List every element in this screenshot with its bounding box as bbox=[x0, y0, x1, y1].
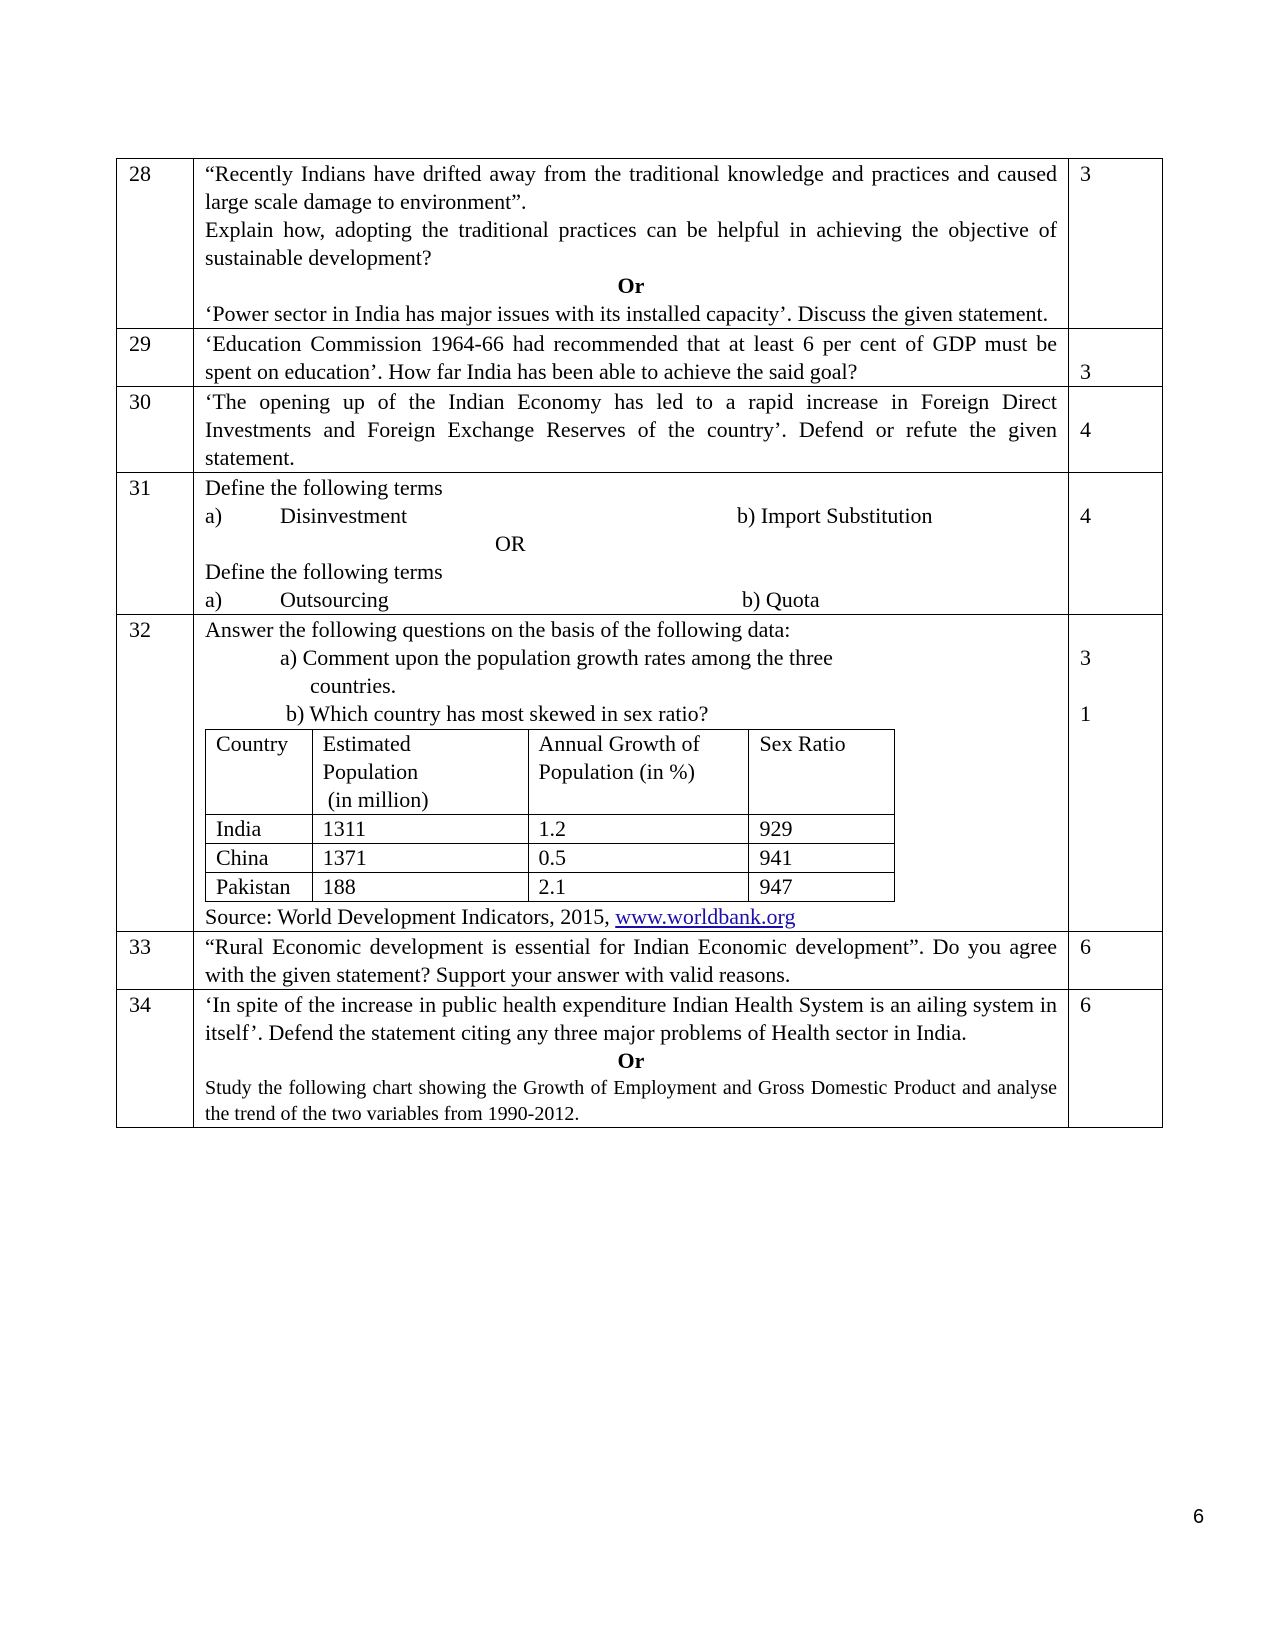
data-source bbox=[205, 903, 1057, 931]
term-row bbox=[205, 502, 1057, 530]
or-separator: OR bbox=[495, 531, 526, 556]
source-link[interactable]: www.worldbank.org bbox=[615, 904, 796, 929]
term-a: Outsourcing bbox=[280, 587, 389, 612]
header-sex-ratio: Sex Ratio bbox=[749, 730, 895, 815]
question-number: 30 bbox=[117, 387, 194, 473]
question-body bbox=[194, 990, 1069, 1128]
question-body bbox=[194, 329, 1069, 387]
marks-b: 1 bbox=[1080, 701, 1091, 726]
data-table-row bbox=[206, 815, 895, 844]
term-label: a) bbox=[205, 503, 223, 528]
cell-population: 1311 bbox=[312, 815, 528, 844]
question-marks: 6 bbox=[1069, 932, 1163, 990]
question-text: ‘The opening up of the Indian Economy has led to a rapid increase in Foreign Direct Investments and Foreign Exchange Reserves of the country’. Defend or refute the given statement. bbox=[205, 389, 1057, 470]
term-label: a) bbox=[205, 587, 223, 612]
or-separator: Or bbox=[617, 1048, 645, 1073]
question-marks: 3 bbox=[1069, 159, 1163, 329]
term-b: b) Quota bbox=[742, 587, 820, 612]
question-intro: Answer the following questions on the basis of the following data: bbox=[205, 617, 791, 642]
cell-country: China bbox=[206, 844, 313, 873]
cell-country: India bbox=[206, 815, 313, 844]
question-number: 34 bbox=[117, 990, 194, 1128]
cell-sex-ratio: 947 bbox=[749, 873, 895, 902]
question-number: 32 bbox=[117, 615, 194, 932]
question-intro: Define the following terms bbox=[205, 475, 443, 500]
question-body bbox=[194, 473, 1069, 615]
or-separator: Or bbox=[617, 273, 645, 298]
question-text: ‘In spite of the increase in public health expenditure Indian Health System is an ailing system in itself’. Defend the statement citing any three major problems of Health sector in India. bbox=[205, 992, 1057, 1045]
term-a: Disinvestment bbox=[280, 503, 408, 528]
question-body bbox=[194, 932, 1069, 990]
question-marks: 3 bbox=[1069, 329, 1163, 387]
question-body bbox=[194, 387, 1069, 473]
question-number: 31 bbox=[117, 473, 194, 615]
cell-population: 1371 bbox=[312, 844, 528, 873]
question-text: ‘Education Commission 1964-66 had recommended that at least 6 per cent of GDP must be spent on education’. How far India has been able to achieve the said goal? bbox=[205, 331, 1057, 384]
population-data-table bbox=[205, 729, 895, 902]
question-text: Explain how, adopting the traditional practices can be helpful in achieving the objective of sustainable development? bbox=[205, 217, 1057, 270]
question-body bbox=[194, 159, 1069, 329]
question-row-34 bbox=[117, 990, 1163, 1128]
sub-question-a: a) Comment upon the population growth rates among the three bbox=[280, 645, 833, 670]
marks-a: 3 bbox=[1080, 645, 1091, 670]
question-table bbox=[116, 158, 1163, 1128]
cell-sex-ratio: 941 bbox=[749, 844, 895, 873]
cell-growth: 2.1 bbox=[528, 873, 749, 902]
data-table-header-row bbox=[206, 730, 895, 815]
cell-country: Pakistan bbox=[206, 873, 313, 902]
sub-question-b: b) Which country has most skewed in sex ratio? bbox=[286, 701, 709, 726]
cell-population: 188 bbox=[312, 873, 528, 902]
question-number: 28 bbox=[117, 159, 194, 329]
question-number: 33 bbox=[117, 932, 194, 990]
question-marks: 4 bbox=[1069, 473, 1163, 615]
question-marks: 4 bbox=[1069, 387, 1163, 473]
question-row-29 bbox=[117, 329, 1163, 387]
question-intro: Define the following terms bbox=[205, 559, 443, 584]
term-row bbox=[205, 586, 1057, 614]
question-text: Study the following chart showing the Growth of Employment and Gross Domestic Product and analyse the trend of the two variables from 1990-2012. bbox=[205, 1077, 1057, 1125]
question-row-28 bbox=[117, 159, 1163, 329]
question-row-31 bbox=[117, 473, 1163, 615]
question-text: “Recently Indians have drifted away from the traditional knowledge and practices and caused large scale damage to environment”. bbox=[205, 161, 1057, 214]
header-annual-growth: Annual Growth of Population (in %) bbox=[528, 730, 749, 815]
question-row-30 bbox=[117, 387, 1163, 473]
question-row-32 bbox=[117, 615, 1163, 932]
term-b: b) Import Substitution bbox=[737, 503, 933, 528]
cell-sex-ratio: 929 bbox=[749, 815, 895, 844]
question-number: 29 bbox=[117, 329, 194, 387]
question-marks bbox=[1069, 615, 1163, 932]
question-marks: 6 bbox=[1069, 990, 1163, 1128]
cell-growth: 0.5 bbox=[528, 844, 749, 873]
sub-question-a-continued: countries. bbox=[310, 673, 397, 698]
question-text: “Rural Economic development is essential for Indian Economic development”. Do you agree with the given statement? Support your answer with valid reasons. bbox=[205, 934, 1057, 987]
data-table-row bbox=[206, 873, 895, 902]
question-text: ‘Power sector in India has major issues with its installed capacity’. Discuss the given statement. bbox=[205, 301, 1049, 326]
header-estimated-population: Estimated Population (in million) bbox=[312, 730, 528, 815]
header-country: Country bbox=[206, 730, 313, 815]
source-text: Source: World Development Indicators, 2015, bbox=[205, 904, 616, 929]
cell-growth: 1.2 bbox=[528, 815, 749, 844]
page-number: 6 bbox=[1193, 1506, 1205, 1528]
data-table-row bbox=[206, 844, 895, 873]
question-body bbox=[194, 615, 1069, 932]
question-row-33 bbox=[117, 932, 1163, 990]
